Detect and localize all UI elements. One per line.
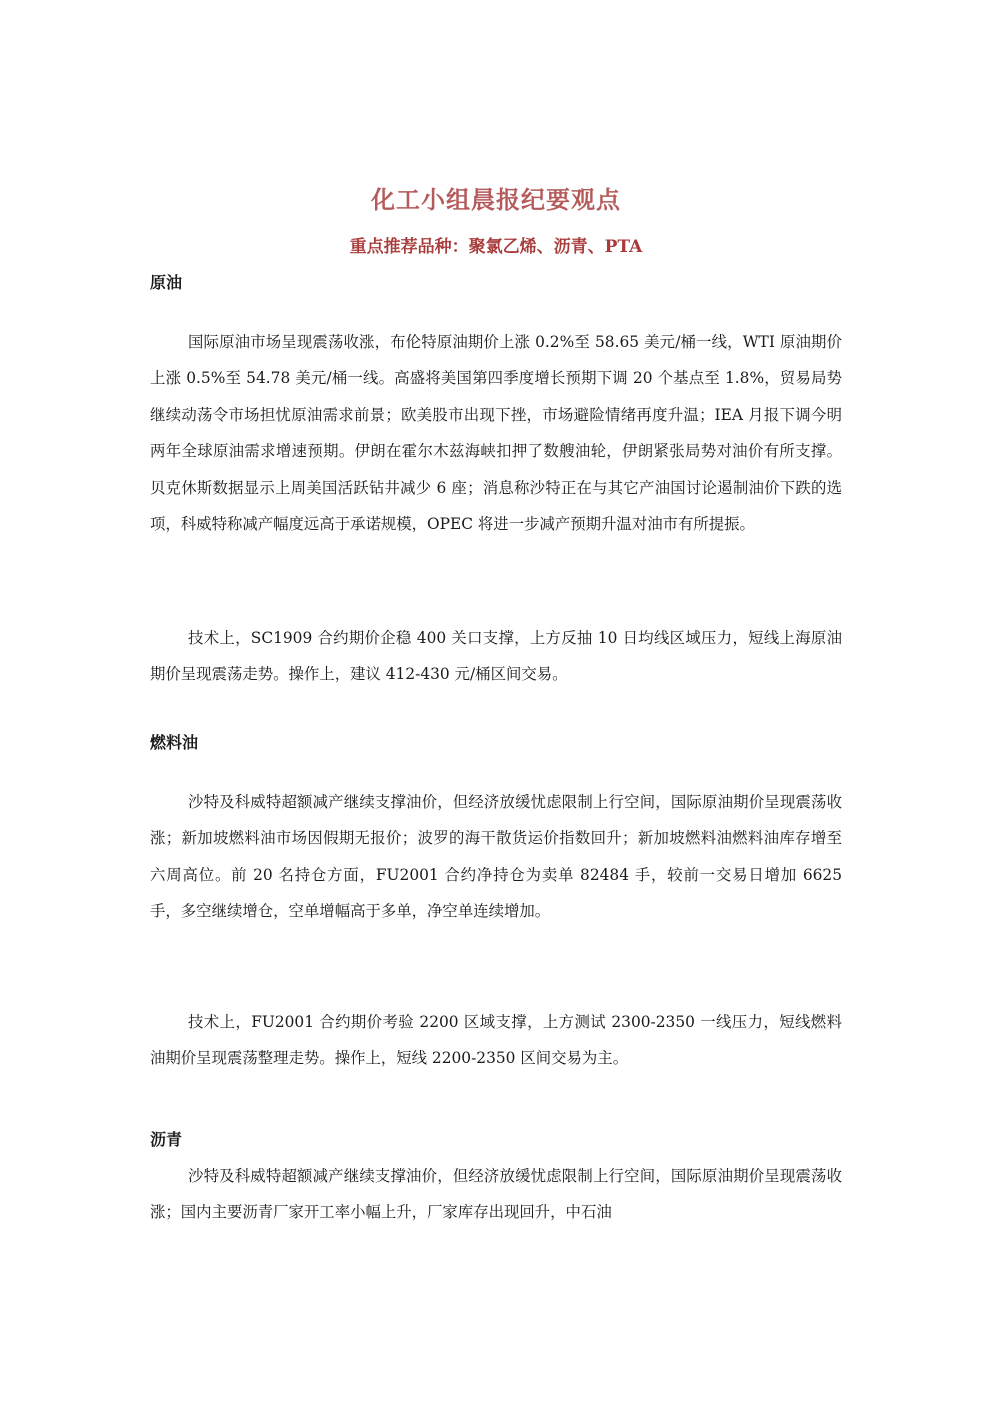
crude-paragraph-1: 国际原油市场呈现震荡收涨，布伦特原油期价上涨 0.2%至 58.65 美元/桶一线，WTI 原油期价上涨 0.5%至 54.78 美元/桶一线。高盛将美国第四季度增长预期下调 20 个基点至 1.8%，贸易局势继续动荡令市场担忧原油需求前景；欧美股市出现下挫，市场避险情绪再度升温；IEA 月报下调今明两年全球原油需求增速预期。伊朗在霍尔木兹海峡扣押了数艘油轮，伊朗紧张局势对油价有所支撑。贝克休斯数据显示上周美国活跃钻井减少 6 座；消息称沙特正在与其它产油国讨论遏制油价下跌的选项，科威特称减产幅度远高于承诺规模，OPEC 将进一步减产预期升温对油市有所提振。 <box>150 333 842 534</box>
document-title: 化工小组晨报纪要观点 <box>371 185 621 214</box>
fuel-oil-paragraph-2: 技术上，FU2001 合约期价考验 2200 区域支撑，上方测试 2300-2350 一线压力，短线燃料油期价呈现震荡整理走势。操作上，短线 2200-2350 区间交易为主。 <box>150 1013 842 1068</box>
document-subtitle: 重点推荐品种：聚氯乙烯、沥青、PTA <box>349 237 643 257</box>
asphalt-paragraph-1: 沙特及科威特超额减产继续支撑油价，但经济放缓忧虑限制上行空间，国际原油期价呈现震荡收涨；国内主要沥青厂家开工率小幅上升，厂家库存出现回升，中石油 <box>150 1167 842 1222</box>
crude-paragraph-2: 技术上，SC1909 合约期价企稳 400 关口支撑，上方反抽 10 日均线区域压力，短线上海原油期价呈现震荡走势。操作上，建议 412-430 元/桶区间交易。 <box>150 629 842 684</box>
section-heading-crude: 原油 <box>150 273 183 292</box>
section-heading-asphalt: 沥青 <box>150 1130 183 1149</box>
fuel-oil-paragraph-1: 沙特及科威特超额减产继续支撑油价，但经济放缓忧虑限制上行空间，国际原油期价呈现震荡收涨；新加坡燃料油市场因假期无报价；波罗的海干散货运价指数回升；新加坡燃料油燃料油库存增至六周高位。前 20 名持仓方面，FU2001 合约净持仓为卖单 82484 手，较前一交易日增加 6625 手，多空继续增仓，空单增幅高于多单，净空单连续增加。 <box>150 793 842 921</box>
section-heading-fuel-oil: 燃料油 <box>150 733 199 752</box>
